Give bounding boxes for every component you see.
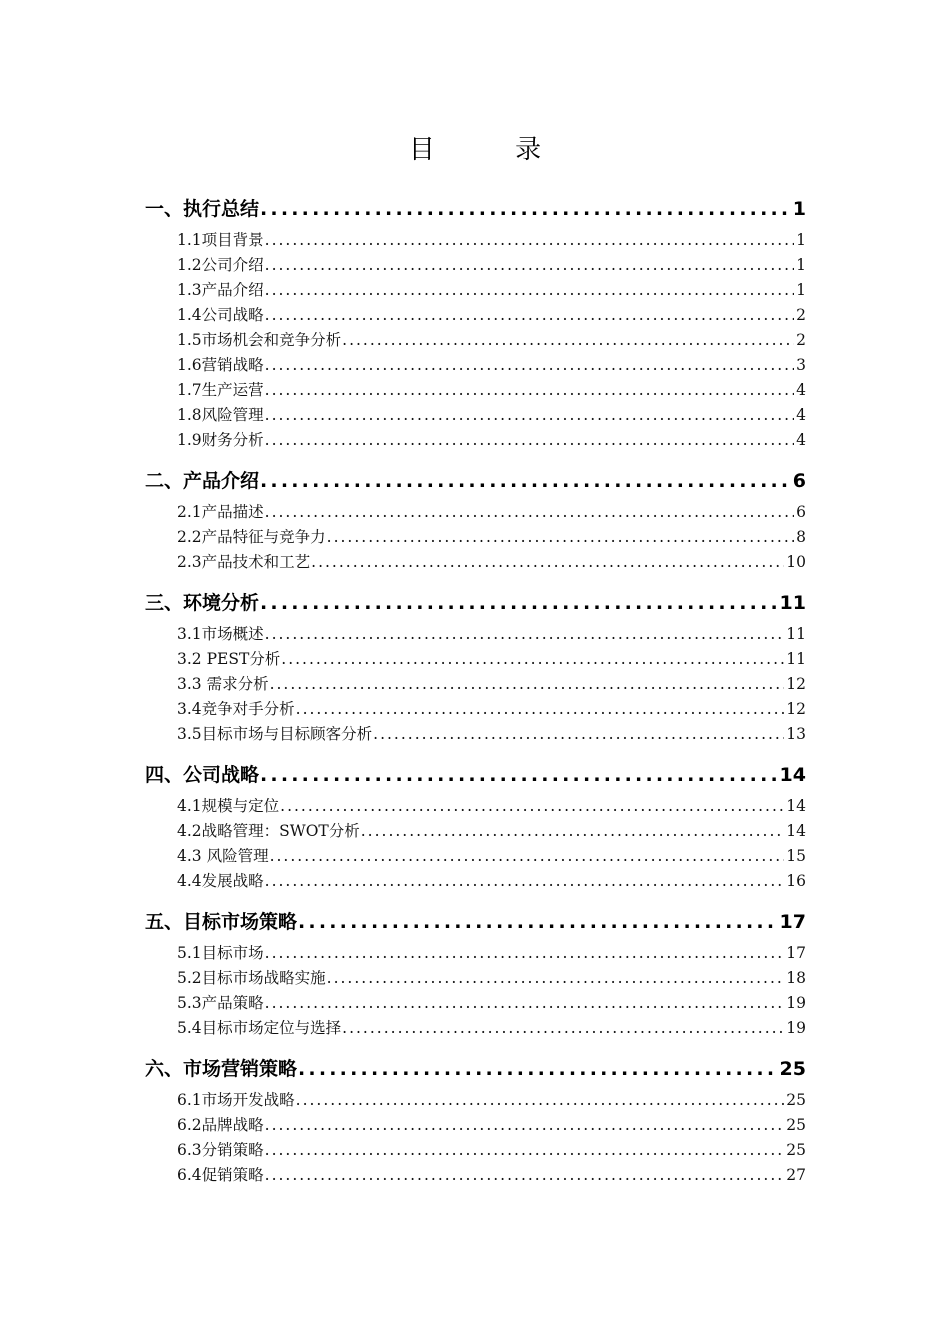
toc-entry[interactable]: [177, 550, 806, 574]
toc-page-number: 14: [779, 764, 806, 786]
toc-page-number: 11: [786, 650, 806, 668]
toc-dot-leader: [264, 944, 785, 962]
toc-entry-label: 4.4发展战略: [177, 872, 264, 890]
toc-dot-leader: [264, 381, 794, 399]
toc-dot-leader: [264, 1141, 785, 1159]
toc-entry[interactable]: [177, 622, 806, 646]
toc-page-number: 11: [779, 592, 806, 614]
toc-dot-leader: [269, 675, 785, 693]
toc-dot-leader: [279, 797, 784, 815]
toc-entry-label: 三、环境分析: [145, 592, 260, 614]
toc-dot-leader: [264, 306, 794, 324]
toc-entry[interactable]: [177, 844, 806, 868]
toc-page-number: 17: [779, 911, 806, 933]
toc-page-number: 10: [786, 553, 806, 571]
toc-entry-label: 3.4竞争对手分析: [177, 700, 295, 718]
toc-dot-leader: [310, 553, 784, 571]
toc-entry-label: 1.3产品介绍: [177, 281, 264, 299]
toc-page-number: 2: [796, 331, 806, 349]
toc-entry-label: 4.2战略管理：SWOT分析: [177, 822, 360, 840]
toc-entry-label: 5.2目标市场战略实施: [177, 969, 326, 987]
toc-entry-label: 3.2 PEST分析: [177, 650, 281, 668]
toc-page-number: 19: [786, 994, 806, 1012]
toc-dot-leader: [360, 822, 785, 840]
toc-page-number: 25: [779, 1058, 806, 1080]
toc-entry-label: 1.6营销战略: [177, 356, 264, 374]
toc-dot-leader: [341, 331, 794, 349]
toc-dot-leader: [297, 1058, 778, 1080]
toc-section-heading[interactable]: [145, 588, 806, 620]
toc-entry-label: 5.4目标市场定位与选择: [177, 1019, 342, 1037]
toc-entry[interactable]: [177, 941, 806, 965]
toc-entry[interactable]: [177, 1163, 806, 1187]
toc-entry-label: 3.5目标市场与目标顾客分析: [177, 725, 373, 743]
toc-entry-label: 5.1目标市场: [177, 944, 264, 962]
toc-entry-label: 6.4促销策略: [177, 1166, 264, 1184]
toc-entry[interactable]: [177, 672, 806, 696]
toc-page-number: 1: [796, 281, 806, 299]
toc-entry-label: 2.2产品特征与竞争力: [177, 528, 326, 546]
toc-dot-leader: [259, 198, 791, 220]
toc-page-number: 8: [796, 528, 806, 546]
toc-page-number: 17: [786, 944, 806, 962]
toc-entry[interactable]: [177, 353, 806, 377]
toc-entry[interactable]: [177, 991, 806, 1015]
toc-entry[interactable]: [177, 228, 806, 252]
toc-entry[interactable]: [177, 819, 806, 843]
toc-entry-label: 4.1规模与定位: [177, 797, 280, 815]
toc-entry-label: 1.8风险管理: [177, 406, 264, 424]
toc-section-heading[interactable]: [145, 466, 806, 498]
toc-dot-leader: [259, 764, 778, 786]
toc-dot-leader: [372, 725, 784, 743]
toc-entry-label: 5.3产品策略: [177, 994, 264, 1012]
toc-page-number: 27: [786, 1166, 806, 1184]
toc-entry[interactable]: [177, 303, 806, 327]
toc-page-number: 11: [786, 625, 806, 643]
toc-dot-leader: [259, 470, 791, 492]
toc-entry[interactable]: [177, 722, 806, 746]
toc-dot-leader: [264, 625, 785, 643]
toc-entry-label: 1.9财务分析: [177, 431, 264, 449]
toc-section-heading[interactable]: [145, 1054, 806, 1086]
toc-page-number: 15: [786, 847, 806, 865]
toc-dot-leader: [264, 994, 785, 1012]
toc-dot-leader: [264, 1116, 785, 1134]
toc-entry-label: 1.7生产运营: [177, 381, 264, 399]
toc-dot-leader: [264, 503, 794, 521]
toc-entry-label: 二、产品介绍: [145, 470, 260, 492]
toc-section-heading[interactable]: [145, 907, 806, 939]
toc-page-number: 25: [786, 1116, 806, 1134]
toc-entry[interactable]: [177, 428, 806, 452]
toc-page-number: 14: [786, 822, 806, 840]
toc-entry-label: 1.2公司介绍: [177, 256, 264, 274]
toc-dot-leader: [264, 406, 794, 424]
toc-entry[interactable]: [177, 328, 806, 352]
toc-page-number: 25: [786, 1141, 806, 1159]
page-title: 目 录: [408, 135, 578, 165]
toc-page-number: 4: [796, 431, 806, 449]
toc-page-number: 3: [796, 356, 806, 374]
toc-entry[interactable]: [177, 697, 806, 721]
toc-entry[interactable]: [177, 403, 806, 427]
toc-entry-label: 6.3分销策略: [177, 1141, 264, 1159]
toc-entry[interactable]: [177, 869, 806, 893]
toc-page-number: 25: [786, 1091, 806, 1109]
toc-dot-leader: [280, 650, 784, 668]
toc-dot-leader: [264, 231, 794, 249]
toc-entry-label: 3.1市场概述: [177, 625, 264, 643]
toc-entry[interactable]: [177, 1138, 806, 1162]
toc-page-number: 6: [796, 503, 806, 521]
toc-entry-label: 4.3 风险管理: [177, 847, 269, 865]
toc-dot-leader: [295, 1091, 785, 1109]
toc-entry[interactable]: [177, 278, 806, 302]
toc-entry-label: 3.3 需求分析: [177, 675, 269, 693]
toc-entry-label: 1.1项目背景: [177, 231, 264, 249]
toc-entry[interactable]: [177, 1113, 806, 1137]
toc-entry-label: 2.3产品技术和工艺: [177, 553, 311, 571]
toc-entry-label: 四、公司战略: [145, 764, 260, 786]
toc-entry-label: 一、执行总结: [145, 198, 260, 220]
toc-entry[interactable]: [177, 966, 806, 990]
toc-entry[interactable]: [177, 794, 806, 818]
toc-page-number: 13: [786, 725, 806, 743]
toc-page-number: 12: [786, 675, 806, 693]
toc-dot-leader: [264, 256, 794, 274]
toc-entry-label: 1.5市场机会和竞争分析: [177, 331, 342, 349]
toc-section-heading[interactable]: [145, 760, 806, 792]
toc-page-number: 14: [786, 797, 806, 815]
toc-entry[interactable]: [177, 1016, 806, 1040]
toc-page-number: 16: [786, 872, 806, 890]
toc-page-number: 6: [792, 470, 806, 492]
toc-dot-leader: [326, 528, 794, 546]
toc-entry-label: 1.4公司战略: [177, 306, 264, 324]
toc-entry[interactable]: [177, 647, 806, 671]
toc-dot-leader: [264, 281, 794, 299]
toc-page-number: 18: [786, 969, 806, 987]
toc-dot-leader: [264, 872, 785, 890]
toc-dot-leader: [341, 1019, 784, 1037]
toc-dot-leader: [264, 431, 794, 449]
toc-page-number: 1: [796, 231, 806, 249]
toc-entry-label: 六、市场营销策略: [145, 1058, 298, 1080]
toc-entry[interactable]: [177, 500, 806, 524]
toc-entry-label: 6.1市场开发战略: [177, 1091, 295, 1109]
toc-entry[interactable]: [177, 525, 806, 549]
toc-entry-label: 2.1产品描述: [177, 503, 264, 521]
toc-entry-label: 五、目标市场策略: [145, 911, 298, 933]
toc-entry[interactable]: [177, 1088, 806, 1112]
toc-page-number: 1: [792, 198, 806, 220]
toc-dot-leader: [259, 592, 778, 614]
toc-page-number: 12: [786, 700, 806, 718]
toc-entry[interactable]: [177, 253, 806, 277]
toc-page-number: 1: [796, 256, 806, 274]
toc-page-number: 4: [796, 406, 806, 424]
toc-entry-label: 6.2品牌战略: [177, 1116, 264, 1134]
toc-dot-leader: [295, 700, 785, 718]
toc-page-number: 4: [796, 381, 806, 399]
toc-dot-leader: [264, 1166, 785, 1184]
toc-page-number: 19: [786, 1019, 806, 1037]
toc-page-number: 2: [796, 306, 806, 324]
toc-dot-leader: [326, 969, 785, 987]
toc-dot-leader: [264, 356, 794, 374]
toc-entry[interactable]: [177, 378, 806, 402]
toc-dot-leader: [297, 911, 778, 933]
toc-section-heading[interactable]: [145, 194, 806, 226]
toc-dot-leader: [269, 847, 785, 865]
